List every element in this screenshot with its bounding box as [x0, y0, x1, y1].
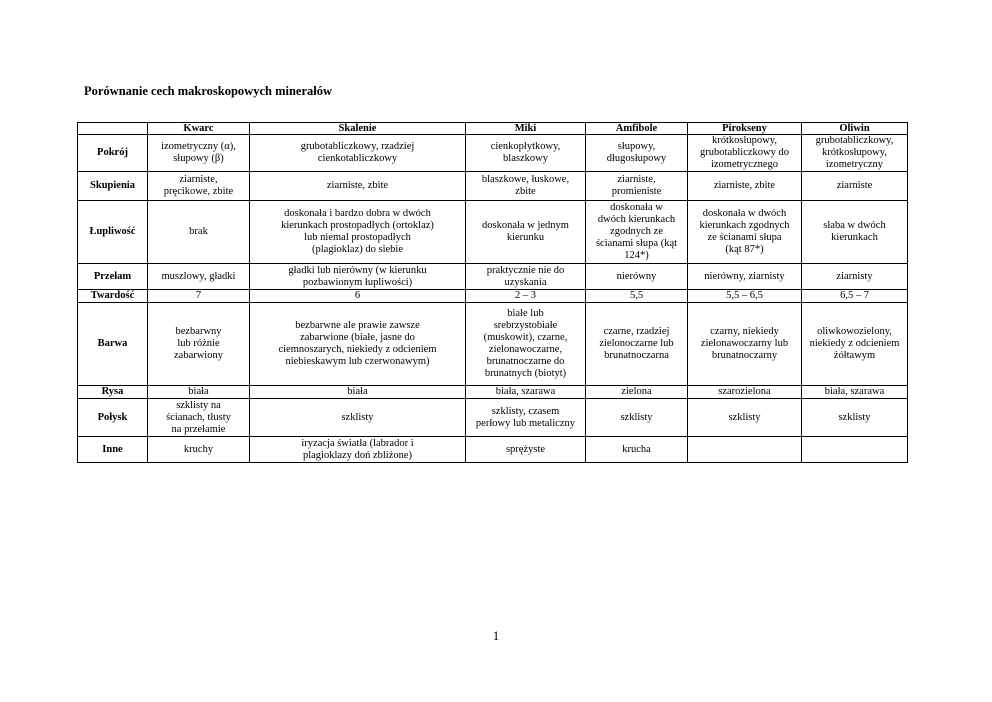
table-row — [78, 172, 908, 201]
table-cell: czarne, rzadziej zielonoczarne lub brunatnoczarna — [586, 303, 688, 386]
table-cell: biała, szarawa — [802, 386, 908, 399]
table-cell: szklisty — [250, 399, 466, 437]
table-row — [78, 135, 908, 172]
table-cell: biała — [250, 386, 466, 399]
table-cell: ziarniste, zbite — [250, 172, 466, 201]
table-cell: brak — [148, 201, 250, 264]
table-cell: ziarniste — [802, 172, 908, 201]
table-cell: muszlowy, gładki — [148, 264, 250, 290]
table-cell: 2 – 3 — [466, 290, 586, 303]
table-cell: praktycznie nie do uzyskania — [466, 264, 586, 290]
table-cell: 5,5 — [586, 290, 688, 303]
table-cell: ziarniste, zbite — [688, 172, 802, 201]
table-cell: doskonała i bardzo dobra w dwóch kierunkach prostopadłych (ortoklaz) lub niemal prostopadłych (plagioklaz) do siebie — [250, 201, 466, 264]
table-cell — [802, 437, 908, 463]
table-cell: szklisty na ścianach, tłusty na przełamie — [148, 399, 250, 437]
table-cell: szklisty — [688, 399, 802, 437]
table-cell: ziarnisty — [802, 264, 908, 290]
row-header: Przełam — [78, 264, 148, 290]
table-cell: blaszkowe, łuskowe, zbite — [466, 172, 586, 201]
table-cell: cienkopłytkowy, blaszkowy — [466, 135, 586, 172]
row-header: Skupienia — [78, 172, 148, 201]
document-title: Porównanie cech makroskopowych minerałów — [84, 84, 333, 98]
table-cell: 7 — [148, 290, 250, 303]
table-cell: biała — [148, 386, 250, 399]
table-cell: nierówny — [586, 264, 688, 290]
column-header: Amfibole — [586, 123, 688, 135]
table-row — [78, 386, 908, 399]
table-row — [78, 437, 908, 463]
row-header: Rysa — [78, 386, 148, 399]
table-cell: szarozielona — [688, 386, 802, 399]
column-header: Miki — [466, 123, 586, 135]
table-cell: 5,5 – 6,5 — [688, 290, 802, 303]
table-cell: biała, szarawa — [466, 386, 586, 399]
table-row — [78, 290, 908, 303]
table-cell: izometryczny (α), słupowy (β) — [148, 135, 250, 172]
table-cell: doskonała w jednym kierunku — [466, 201, 586, 264]
table-cell: zielona — [586, 386, 688, 399]
table-cell: bezbarwny lub różnie zabarwiony — [148, 303, 250, 386]
row-header: Barwa — [78, 303, 148, 386]
table-cell: kruchy — [148, 437, 250, 463]
table-cell: słaba w dwóch kierunkach — [802, 201, 908, 264]
row-header: Pokrój — [78, 135, 148, 172]
table-cell: gładki lub nierówny (w kierunku pozbawionym łupliwości) — [250, 264, 466, 290]
table-row — [78, 303, 908, 386]
table-cell: bezbarwne ale prawie zawsze zabarwione (białe, jasne do ciemnoszarych, niekiedy z odcieniem niebieskawym lub czerwonawym) — [250, 303, 466, 386]
table-cell — [688, 437, 802, 463]
table-cell: krótkosłupowy, grubotabliczkowy do izometrycznego — [688, 135, 802, 172]
row-header: Łupliwość — [78, 201, 148, 264]
column-header: Oliwin — [802, 123, 908, 135]
minerals-comparison-table — [77, 122, 908, 463]
table-row — [78, 264, 908, 290]
table-cell: iryzacja światła (labrador i plagioklazy doń zbliżone) — [250, 437, 466, 463]
table-cell: czarny, niekiedy zielonawoczarny lub brunatnoczarny — [688, 303, 802, 386]
table-cell: doskonała w dwóch kierunkach zgodnych ze ścianami słupa (kąt 124*) — [586, 201, 688, 264]
row-header: Połysk — [78, 399, 148, 437]
header-row — [78, 123, 908, 135]
table-row — [78, 201, 908, 264]
table-cell: nierówny, ziarnisty — [688, 264, 802, 290]
table-cell: doskonała w dwóch kierunkach zgodnych ze ścianami słupa (kąt 87*) — [688, 201, 802, 264]
table-cell: 6,5 – 7 — [802, 290, 908, 303]
table-cell: 6 — [250, 290, 466, 303]
row-header: Inne — [78, 437, 148, 463]
table-cell: ziarniste, pręcikowe, zbite — [148, 172, 250, 201]
header-corner-cell — [78, 123, 148, 135]
table-cell: grubotabliczkowy, krótkosłupowy, izometryczny — [802, 135, 908, 172]
table-cell: szklisty — [586, 399, 688, 437]
table-row — [78, 399, 908, 437]
table-cell: słupowy, długosłupowy — [586, 135, 688, 172]
table-cell: oliwkowozielony, niekiedy z odcieniem żółtawym — [802, 303, 908, 386]
page-number: 1 — [492, 628, 500, 643]
row-header: Twardość — [78, 290, 148, 303]
column-header: Kwarc — [148, 123, 250, 135]
table-cell: ziarniste, promieniste — [586, 172, 688, 201]
table-cell: sprężyste — [466, 437, 586, 463]
column-header: Pirokseny — [688, 123, 802, 135]
table-cell: krucha — [586, 437, 688, 463]
column-header: Skalenie — [250, 123, 466, 135]
table-cell: białe lub srebrzystobiałe (muskowit), czarne, zielonawoczarne, brunatnoczarne do brunatnych (biotyt) — [466, 303, 586, 386]
table-cell: szklisty — [802, 399, 908, 437]
table-cell: szklisty, czasem perłowy lub metaliczny — [466, 399, 586, 437]
table-cell: grubotabliczkowy, rzadziej cienkotabliczkowy — [250, 135, 466, 172]
